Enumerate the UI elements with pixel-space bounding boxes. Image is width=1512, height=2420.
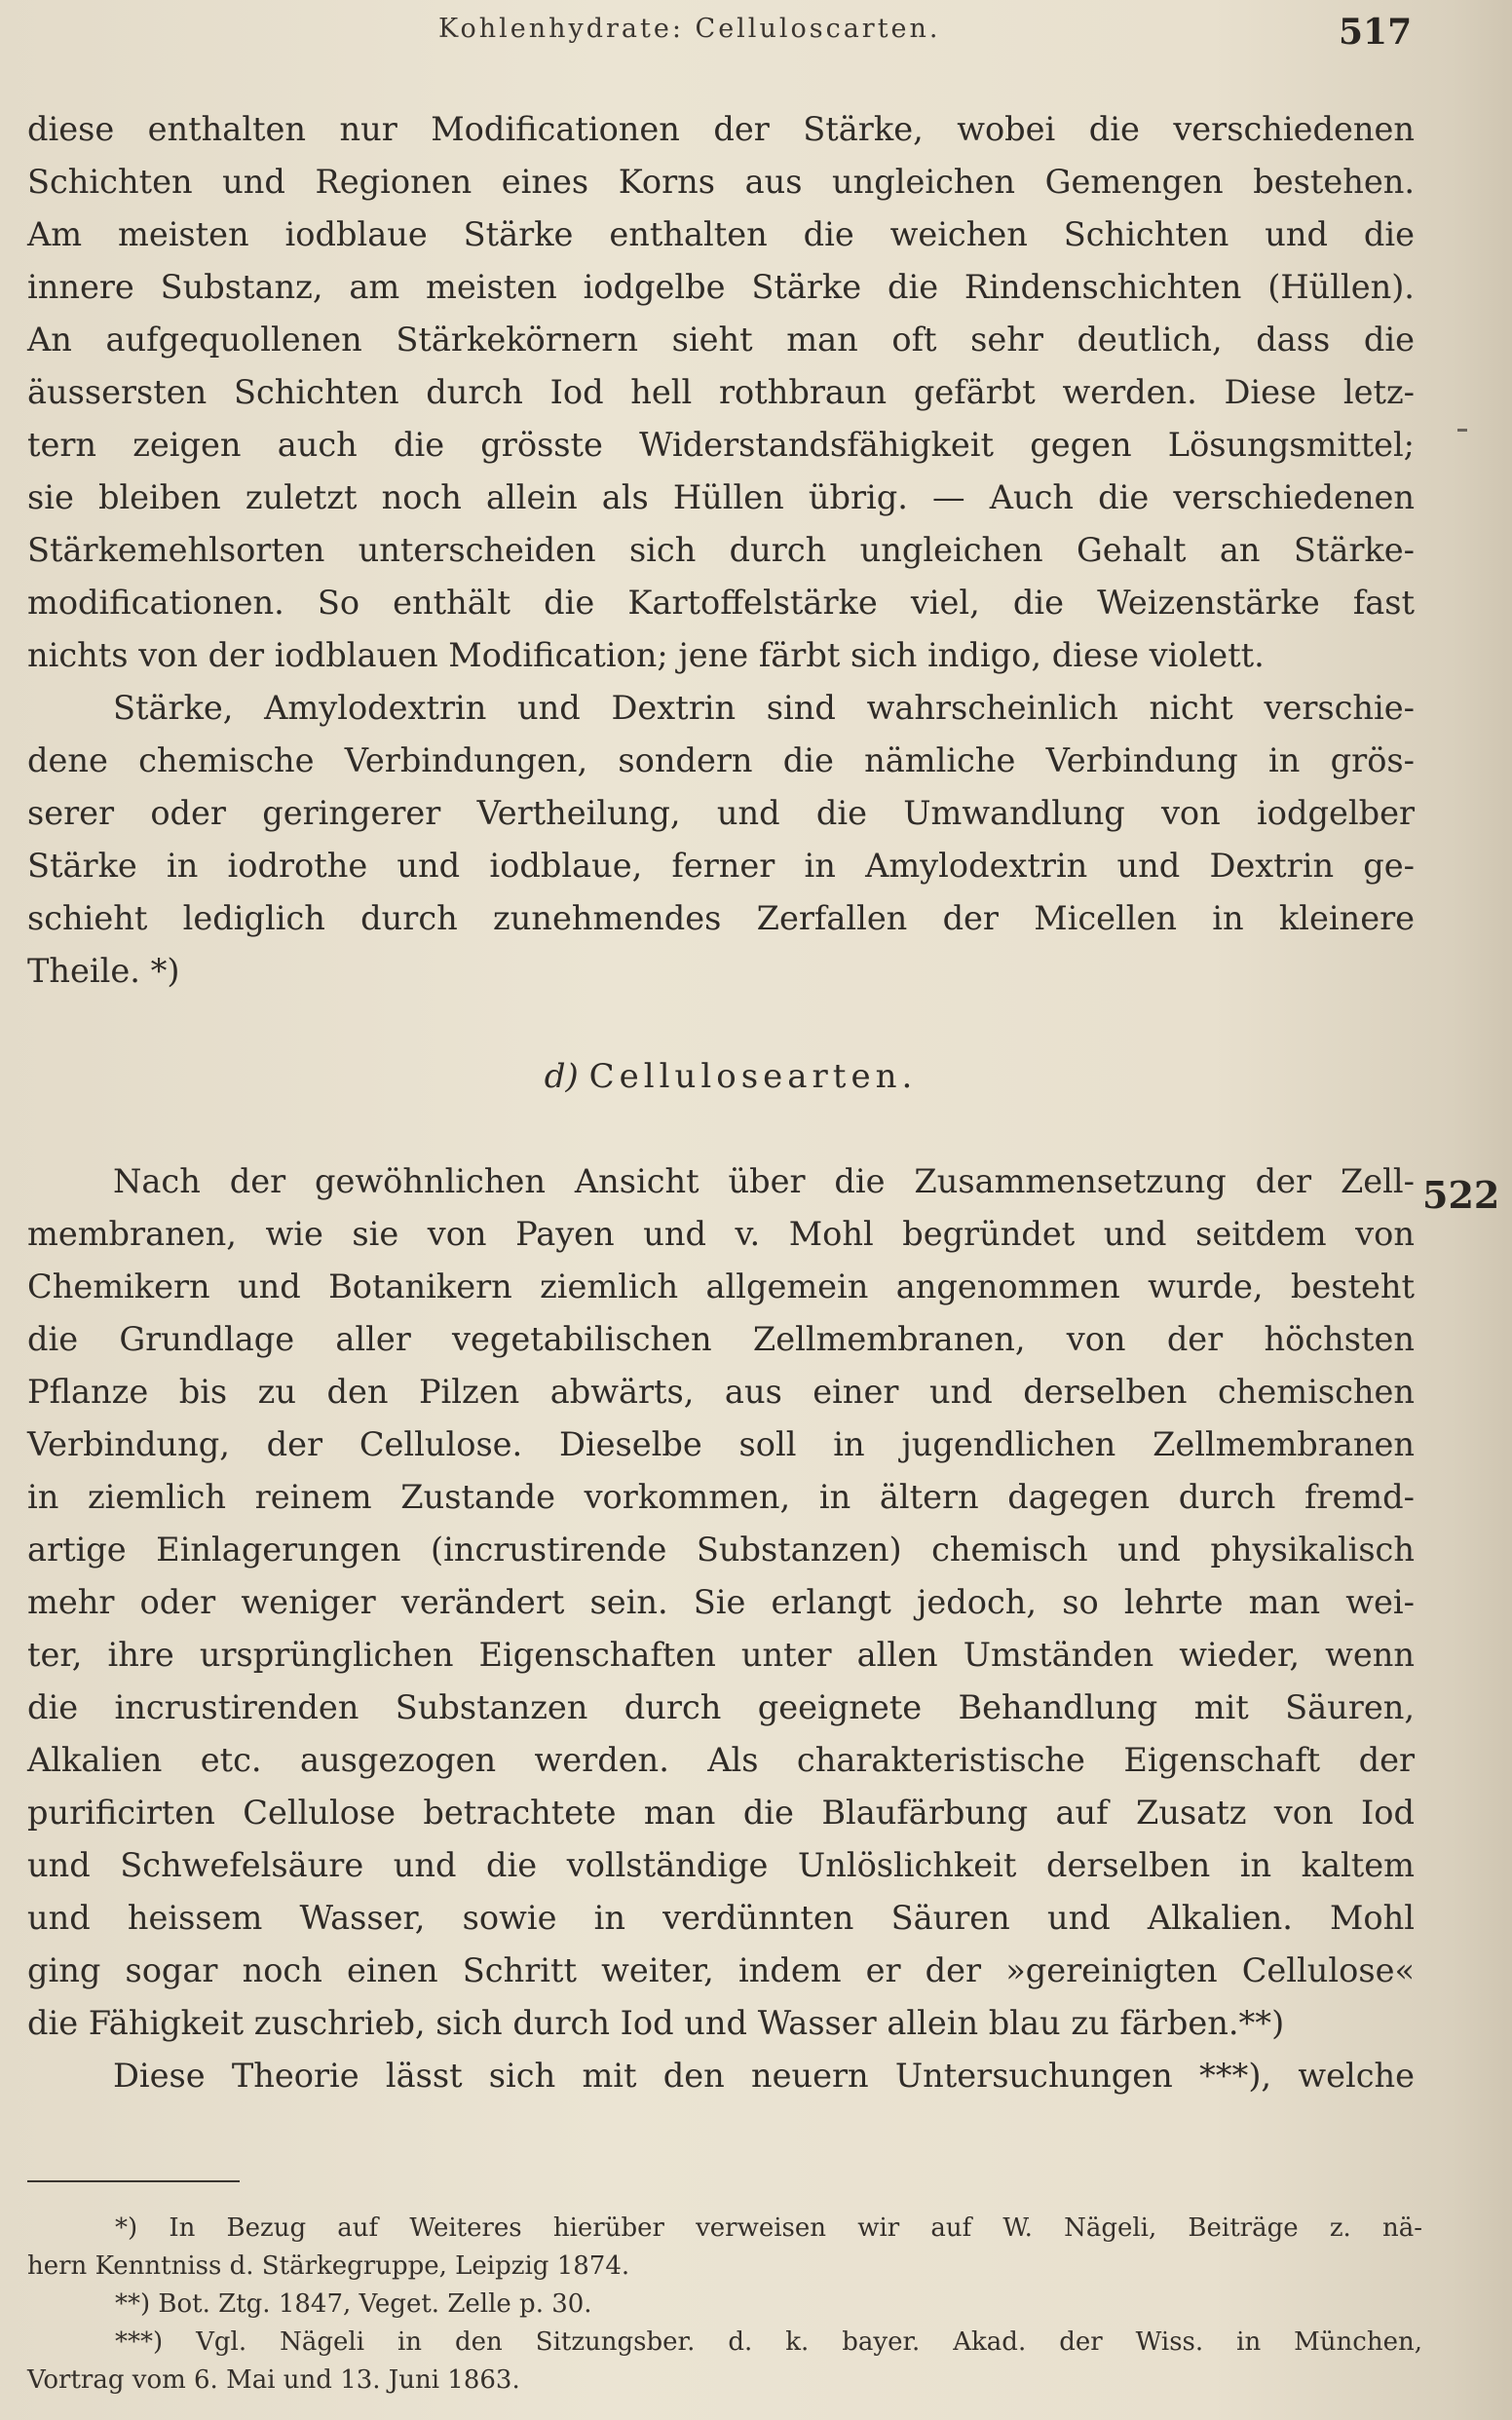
body-text — [27, 103, 1415, 2102]
section-title: Cellulosearten. — [588, 1057, 918, 1096]
page-header — [0, 14, 1512, 68]
paragraph-1 — [27, 103, 1415, 682]
text-line: schieht lediglich durch zunehmendes Zerfallen der Micellen in kleinere — [27, 899, 1415, 937]
text-line: in ziemlich reinem Zustande vorkommen, in ältern dagegen durch fremd- — [27, 1478, 1415, 1516]
section-label: d) — [544, 1057, 579, 1096]
text-line: Stärke in iodrothe und iodblaue, ferner in Amylodextrin und Dextrin ge- — [27, 847, 1415, 885]
text-line: die incrustirenden Substanzen durch geeignete Behandlung mit Säuren, — [27, 1688, 1415, 1726]
text-line: tern zeigen auch die grösste Widerstandsfähigkeit gegen Lösungsmittel; — [27, 426, 1415, 464]
text-line: membranen, wie sie von Payen und v. Mohl begründet und seitdem von — [27, 1215, 1415, 1253]
text-line: die Fähigkeit zuschrieb, sich durch Iod und Wasser allein blau zu färben.**) — [27, 2004, 1285, 2042]
text-line: artige Einlagerungen (incrustirende Substanzen) chemisch und physikalisch — [27, 1531, 1415, 1569]
paragraph-4 — [27, 2050, 1415, 2102]
text-line: Theile. *) — [27, 952, 180, 990]
text-line: ter, ihre ursprünglichen Eigenschaften unter allen Umständen wieder, wenn — [27, 1636, 1415, 1674]
text-line: serer oder geringerer Vertheilung, und die Umwandlung von iodgelber — [27, 794, 1415, 832]
text-line: Verbindung, der Cellulose. Dieselbe soll in jugendlichen Zellmembranen — [27, 1425, 1415, 1463]
spacer — [27, 998, 1415, 1050]
spacer — [27, 1103, 1415, 1155]
margin-dash-mark — [1457, 429, 1467, 432]
text-line: ging sogar noch einen Schritt weiter, indem er der »gereinigten Cellulose« — [27, 1951, 1415, 1989]
text-line: dene chemische Verbindungen, sondern die nämliche Verbindung in grös- — [27, 741, 1415, 779]
text-line: die Grundlage aller vegetabilischen Zellmembranen, von der höchsten — [27, 1320, 1415, 1358]
footnote-line: hern Kenntniss d. Stärkegruppe, Leipzig 1874. — [27, 2251, 630, 2281]
margin-page-reference: 522 — [1422, 1173, 1500, 1217]
text-line: Nach der gewöhnlichen Ansicht über die Zusammensetzung der Zell- — [113, 1162, 1415, 1200]
footnote-line: Vortrag vom 6. Mai und 13. Juni 1863. — [27, 2365, 520, 2395]
text-line: nichts von der iodblauen Modification; jene färbt sich indigo, diese violett. — [27, 636, 1265, 674]
footnotes — [27, 2210, 1422, 2400]
text-line: Am meisten iodblaue Stärke enthalten die weichen Schichten und die — [27, 215, 1415, 253]
section-heading — [27, 1050, 1415, 1103]
text-line: diese enthalten nur Modificationen der Stärke, wobei die verschiedenen — [27, 110, 1415, 148]
text-line: und Schwefelsäure und die vollständige Unlöslichkeit derselben in kaltem — [27, 1846, 1415, 1884]
text-line: äussersten Schichten durch Iod hell rothbraun gefärbt werden. Diese letz- — [27, 373, 1415, 411]
text-line: und heissem Wasser, sowie in verdünnten Säuren und Alkalien. Mohl — [27, 1899, 1415, 1937]
page-number: 517 — [1339, 12, 1413, 53]
text-line: mehr oder weniger verändert sein. Sie erlangt jedoch, so lehrte man wei- — [27, 1583, 1415, 1621]
text-line: Stärke, Amylodextrin und Dextrin sind wahrscheinlich nicht verschie- — [113, 689, 1415, 727]
footnote-divider — [27, 2180, 240, 2182]
paragraph-2 — [27, 682, 1415, 998]
text-line: Stärkemehlsorten unterscheiden sich durch ungleichen Gehalt an Stärke- — [27, 531, 1415, 569]
text-line: sie bleiben zuletzt noch allein als Hüllen übrig. — Auch die verschiedenen — [27, 478, 1415, 516]
footnote-line: ***) Vgl. Nägeli in den Sitzungsber. d. k. bayer. Akad. der Wiss. in München, — [115, 2327, 1422, 2357]
running-title: Kohlenhydrate: Celluloscarten. — [438, 14, 941, 44]
text-line: Schichten und Regionen eines Korns aus ungleichen Gemengen bestehen. — [27, 163, 1415, 201]
text-line: Alkalien etc. ausgezogen werden. Als charakteristische Eigenschaft der — [27, 1741, 1415, 1779]
text-line: Diese Theorie lässt sich mit den neuern Untersuchungen ***), welche — [113, 2057, 1415, 2095]
text-line: Pflanze bis zu den Pilzen abwärts, aus einer und derselben chemischen — [27, 1373, 1415, 1411]
text-line: purificirten Cellulose betrachtete man die Blaufärbung auf Zusatz von Iod — [27, 1794, 1415, 1832]
text-line: innere Substanz, am meisten iodgelbe Stärke die Rindenschichten (Hüllen). — [27, 268, 1415, 306]
footnote-line: **) Bot. Ztg. 1847, Veget. Zelle p. 30. — [115, 2289, 592, 2319]
paragraph-3 — [27, 1155, 1415, 2050]
text-line: Chemikern und Botanikern ziemlich allgemein angenommen wurde, besteht — [27, 1267, 1415, 1305]
text-line: An aufgequollenen Stärkekörnern sieht man oft sehr deutlich, dass die — [27, 321, 1415, 359]
footnote-line: *) In Bezug auf Weiteres hierüber verweisen wir auf W. Nägeli, Beiträge z. nä- — [115, 2213, 1422, 2243]
text-line: modificationen. So enthält die Kartoffelstärke viel, die Weizenstärke fast — [27, 584, 1415, 622]
